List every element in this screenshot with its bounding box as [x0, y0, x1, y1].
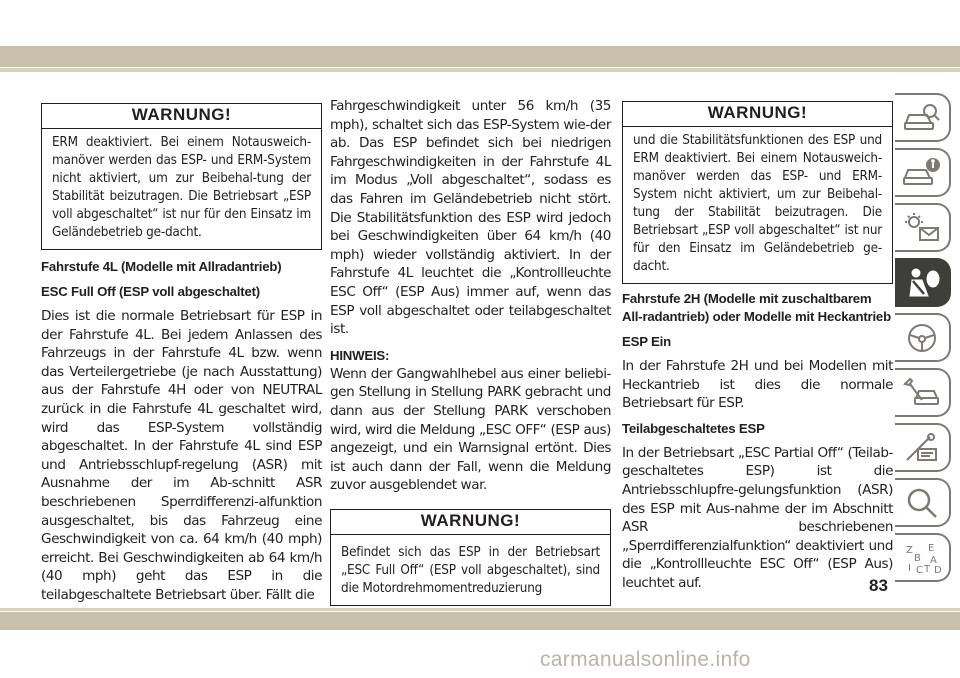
tab-language-index[interactable]: [895, 533, 951, 582]
language-index-icon: [902, 541, 942, 575]
tab-airbag-seatbelt[interactable]: [895, 258, 951, 307]
warning-box: [41, 103, 322, 250]
warning-box: [622, 101, 893, 284]
warning-title: WARNUNG!: [42, 104, 321, 129]
tab-steering-wheel[interactable]: [895, 313, 951, 362]
warning-text: und die Stabilitätsfunktionen des ESP und ERM deaktiviert. Bei einem Notausweich-manöver werden das ESP- und ERM-System nicht aktiviert, um zur Beibehal-tung der Stabilität beizutragen. Die Betriebsart „ESP voll abgeschaltet“ ist nur für den Einsatz im Geländebetrieb ge-dacht.: [633, 133, 882, 274]
svg-text:B: B: [914, 552, 921, 564]
subsection-heading: ESC Full Off (ESP voll abgeschaltet): [41, 284, 260, 299]
warning-text: Befindet sich das ESP in der Betriebsart „ESC Full Off“ (ESP voll abgeschaltet), sind die Motordrehmomentreduzierung: [341, 544, 600, 596]
warning-lights-icon: [902, 211, 942, 245]
tab-specifications[interactable]: [895, 423, 951, 472]
warning-box: [330, 509, 611, 606]
car-magnifier-icon: [902, 101, 942, 135]
tab-magnifier[interactable]: [895, 478, 951, 527]
tab-car-magnifier[interactable]: [895, 93, 951, 142]
tab-car-info[interactable]: [895, 148, 951, 197]
svg-text:T: T: [924, 563, 931, 575]
body-paragraph: In der Betriebsart „ESC Partial Off“ (Teilab-geschaltetes ESP) ist die Antriebsschlupfre-gelungsfunktion (ASR) des ESP mit Aus-nahme der im Abschnitt ASR beschriebenen „Sperrdifferenzialfunktion“ deaktiviert und die „Kontrollleuchte ESC Off“ (ESP Aus) leuchtet auf.: [622, 444, 893, 591]
chapter-tabs: [895, 93, 951, 588]
top-band-line: [0, 68, 960, 72]
svg-text:D: D: [934, 564, 942, 575]
svg-text:Z: Z: [906, 544, 913, 556]
body-paragraph: Fahrgeschwindigkeit unter 56 km/h (35 mph), schaltet sich das ESP-System wie-der ab. Das ESP befindet sich bei niedrigen Fahrgeschwindigkeiten in der Fahrstufe 4L im Modus „Voll abgeschaltet“, sodass es das Fahren im Geländebetrieb nicht stört. Die Stabilitätsfunktion des ESP wird jedoch bei Geschwindigkeiten über 64 km/h (40 mph) wieder vollständig aktiviert. In der Fahrstufe 4L leuchtet die „Kontrollleuchte ESC Off“ (ESP Aus) immer auf, wenn das ESP voll abgeschaltet oder teilabgeschaltet ist.: [330, 98, 611, 338]
warning-title: WARNUNG!: [331, 510, 610, 535]
airbag-seatbelt-icon: [902, 266, 942, 300]
column-3: [622, 101, 893, 593]
bottom-band: [0, 612, 960, 630]
column-1: [41, 103, 322, 605]
section-heading: Fahrstufe 2H (Modelle mit zuschaltbarem All-radantrieb) oder Modelle mit Heckantrieb: [622, 291, 891, 324]
subsection-heading: Teilabgeschaltetes ESP: [622, 420, 765, 436]
page-number: 83: [869, 576, 888, 595]
body-paragraph: In der Fahrstufe 2H und bei Modellen mit Heckantrieb ist dies die normale Betriebsart für ESP.: [622, 358, 893, 412]
warning-text: ERM deaktiviert. Bei einem Notausweich-manöver werden das ESP- und ERM-System nicht aktiviert, um zur Beibehal-tung der Stabilität beizutragen. Die Betriebsart „ESP voll abgeschaltet“ ist nur für den Einsatz im Geländebetrieb ge-dacht.: [52, 135, 311, 240]
tab-car-wrench[interactable]: [895, 368, 951, 417]
svg-text:A: A: [930, 554, 937, 566]
svg-text:E: E: [928, 542, 935, 554]
svg-text:I: I: [908, 562, 911, 574]
magnifier-icon: [902, 486, 942, 520]
note-label: HINWEIS:: [330, 347, 390, 363]
tab-warning-lights[interactable]: [895, 203, 951, 252]
specifications-icon: [902, 431, 942, 465]
car-wrench-icon: [902, 376, 942, 410]
steering-wheel-icon: [902, 321, 942, 355]
body-paragraph: Dies ist die normale Betriebsart für ESP in der Fahrstufe 4L. Bei jedem Anlassen des Fahrzeugs in der Fahrstufe 4L bzw. wenn das Verteilergetriebe (je nach Ausstattung) aus der Fahrstufe 4H oder von NEUTRAL zurück in die Fahrstufe 4L geschaltet wird, wird das ESP-System vollständig abgeschaltet. In der Fahrstufe 4L sind ESP und Antriebsschlupf-regelung (ASR) mit Ausnahme der im Ab-schnitt ASR beschriebenen Sperrdifferenzi-alfunktion ausgeschaltet, bis das Fahrzeug eine Geschwindigkeit von ca. 64 km/h (40 mph) erreicht. Bei Geschwindigkeiten ab 64 km/h (40 mph) geht das ESP in die teilabgeschaltete Betriebsart über. Fällt die: [41, 308, 322, 603]
warning-title: WARNUNG!: [623, 102, 892, 127]
note-paragraph: Wenn der Gangwahlhebel aus einer beliebi-gen Stellung in Stellung PARK gebracht und dann aus der Stellung PARK verschoben wird, wird die Meldung „ESC OFF“ (ESP aus) angezeigt, und ein Warnsignal ertönt. Dies ist auch dann der Fall, wenn die Meldung zuvor ausgeblendet war.: [330, 365, 611, 494]
svg-text:C: C: [916, 564, 923, 575]
subsection-heading: ESP Ein: [622, 334, 671, 349]
watermark: carmanualsonline.info: [540, 648, 751, 671]
bottom-band-line: [0, 608, 960, 611]
column-2: [330, 97, 611, 606]
section-heading: Fahrstufe 4L (Modelle mit Allradantrieb): [41, 259, 282, 274]
top-band: [0, 46, 960, 67]
car-info-icon: [902, 156, 942, 190]
